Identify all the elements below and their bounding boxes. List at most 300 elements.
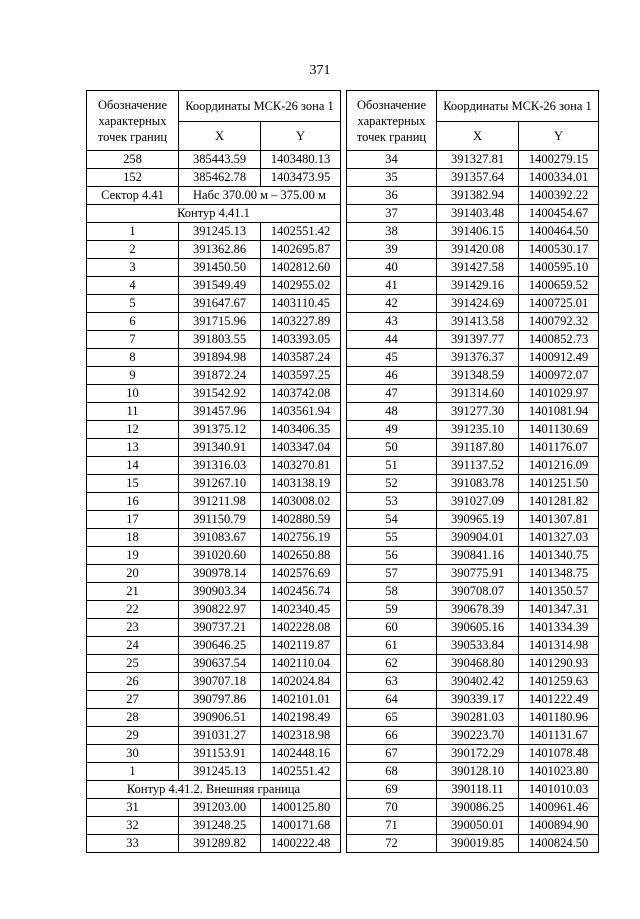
coordinate-y: 1400222.48 <box>261 835 341 853</box>
coordinate-x: 391245.13 <box>179 763 261 781</box>
coordinate-y: 1402101.01 <box>261 691 341 709</box>
table-row <box>347 439 599 457</box>
table-row <box>87 547 341 565</box>
coordinate-y: 1401307.81 <box>519 511 599 529</box>
table-row <box>347 367 599 385</box>
coordinate-x: 391376.37 <box>437 349 519 367</box>
coordinate-x: 391316.03 <box>179 457 261 475</box>
point-name: 55 <box>347 529 437 547</box>
coordinate-x: 391397.77 <box>437 331 519 349</box>
table-row <box>347 169 599 187</box>
point-name: 47 <box>347 385 437 403</box>
table-row <box>87 169 341 187</box>
table-row <box>347 529 599 547</box>
table-row <box>87 655 341 673</box>
point-name: 14 <box>87 457 179 475</box>
coordinate-x: 390906.51 <box>179 709 261 727</box>
table-row <box>87 223 341 241</box>
point-name: 66 <box>347 727 437 745</box>
coordinate-x: 391235.10 <box>437 421 519 439</box>
table-row <box>87 583 341 601</box>
table-row <box>87 403 341 421</box>
table-row <box>347 475 599 493</box>
coordinate-y: 1401131.67 <box>519 727 599 745</box>
point-name: 258 <box>87 151 179 169</box>
coordinate-y: 1402228.08 <box>261 619 341 637</box>
table-row <box>87 511 341 529</box>
coordinate-y: 1403227.89 <box>261 313 341 331</box>
point-name: 27 <box>87 691 179 709</box>
point-name: 44 <box>347 331 437 349</box>
table-row <box>347 457 599 475</box>
coordinate-x: 390281.03 <box>437 709 519 727</box>
table-row <box>347 385 599 403</box>
table-row <box>347 223 599 241</box>
coordinate-x: 391362.86 <box>179 241 261 259</box>
table-row <box>87 313 341 331</box>
coordinate-y: 1401290.93 <box>519 655 599 673</box>
coordinate-y: 1400792.32 <box>519 313 599 331</box>
coordinate-x: 390118.11 <box>437 781 519 799</box>
table-row <box>87 709 341 727</box>
coordinate-x: 390128.10 <box>437 763 519 781</box>
table-row <box>347 637 599 655</box>
table-row <box>347 187 599 205</box>
table-row <box>347 277 599 295</box>
header-x: X <box>179 122 261 151</box>
table-row <box>87 475 341 493</box>
point-name: 53 <box>347 493 437 511</box>
coordinate-y: 1402576.69 <box>261 565 341 583</box>
table-row <box>347 799 599 817</box>
coordinate-x: 390223.70 <box>437 727 519 745</box>
coordinate-x: 390468.80 <box>437 655 519 673</box>
table-row <box>87 691 341 709</box>
point-name: 20 <box>87 565 179 583</box>
point-name: 45 <box>347 349 437 367</box>
point-name: 19 <box>87 547 179 565</box>
table-row <box>87 151 341 169</box>
coordinate-y: 1400279.15 <box>519 151 599 169</box>
coordinate-y: 1402551.42 <box>261 223 341 241</box>
coordinate-x: 391894.98 <box>179 349 261 367</box>
point-name: 57 <box>347 565 437 583</box>
table-row <box>347 691 599 709</box>
point-name: 22 <box>87 601 179 619</box>
point-name: 1 <box>87 763 179 781</box>
coordinate-y: 1402551.42 <box>261 763 341 781</box>
coordinate-x: 391872.24 <box>179 367 261 385</box>
point-name: 50 <box>347 439 437 457</box>
point-name: 69 <box>347 781 437 799</box>
table-row <box>347 781 599 799</box>
point-name: 65 <box>347 709 437 727</box>
point-name: 58 <box>347 583 437 601</box>
point-name: 36 <box>347 187 437 205</box>
coordinate-y: 1403393.05 <box>261 331 341 349</box>
point-name: 5 <box>87 295 179 313</box>
point-name: 12 <box>87 421 179 439</box>
point-name: 35 <box>347 169 437 187</box>
table-row <box>87 763 341 781</box>
table-row <box>87 601 341 619</box>
point-name: 68 <box>347 763 437 781</box>
table-row <box>347 421 599 439</box>
table-row <box>347 655 599 673</box>
table-row <box>87 781 341 799</box>
point-name: 13 <box>87 439 179 457</box>
coordinate-y: 1400125.80 <box>261 799 341 817</box>
table-row <box>347 259 599 277</box>
coordinate-y: 1400894.90 <box>519 817 599 835</box>
table-row <box>87 745 341 763</box>
coordinate-y: 1401029.97 <box>519 385 599 403</box>
coordinate-y: 1401314.98 <box>519 637 599 655</box>
point-name: 37 <box>347 205 437 223</box>
coordinate-x: 391211.98 <box>179 493 261 511</box>
point-name: 41 <box>347 277 437 295</box>
table-row <box>87 205 341 223</box>
coordinate-x: 391083.78 <box>437 475 519 493</box>
point-name: 15 <box>87 475 179 493</box>
table-row <box>347 583 599 601</box>
point-name: 17 <box>87 511 179 529</box>
coordinate-y: 1402318.98 <box>261 727 341 745</box>
coordinate-x: 390402.42 <box>437 673 519 691</box>
header-x: X <box>437 122 519 151</box>
point-name: 10 <box>87 385 179 403</box>
section-heading: Контур 4.41.1 <box>87 205 341 223</box>
coordinate-x: 391020.60 <box>179 547 261 565</box>
header-point-name: Обозначение характерных точек границ <box>87 91 179 151</box>
coordinate-y: 1402456.74 <box>261 583 341 601</box>
table-row <box>87 259 341 277</box>
coordinate-y: 1402340.45 <box>261 601 341 619</box>
point-name: 46 <box>347 367 437 385</box>
coordinate-y: 1401350.57 <box>519 583 599 601</box>
table-row <box>87 673 341 691</box>
coordinate-y: 1401078.48 <box>519 745 599 763</box>
table-row <box>347 547 599 565</box>
point-name: 49 <box>347 421 437 439</box>
coordinate-x: 391420.08 <box>437 241 519 259</box>
point-name: 39 <box>347 241 437 259</box>
coordinate-x: 391245.13 <box>179 223 261 241</box>
coordinate-y: 1400334.01 <box>519 169 599 187</box>
header-y: Y <box>519 122 599 151</box>
coordinate-y: 1400392.22 <box>519 187 599 205</box>
table-row <box>347 241 599 259</box>
coordinates-table-right <box>346 90 599 853</box>
coordinate-y: 1401010.03 <box>519 781 599 799</box>
coordinate-y: 1401130.69 <box>519 421 599 439</box>
coordinate-x: 390707.18 <box>179 673 261 691</box>
elevation-range: Набс 370.00 м – 375.00 м <box>179 187 341 205</box>
point-name: 7 <box>87 331 179 349</box>
coordinate-y: 1401216.09 <box>519 457 599 475</box>
coordinate-x: 391803.55 <box>179 331 261 349</box>
table-row <box>347 493 599 511</box>
coordinate-x: 390978.14 <box>179 565 261 583</box>
coordinate-y: 1400454.67 <box>519 205 599 223</box>
point-name: 71 <box>347 817 437 835</box>
table-row <box>347 619 599 637</box>
point-name: 61 <box>347 637 437 655</box>
coordinate-x: 391403.48 <box>437 205 519 223</box>
point-name: 24 <box>87 637 179 655</box>
table-row <box>87 817 341 835</box>
coordinate-y: 1401327.03 <box>519 529 599 547</box>
coordinate-y: 1402880.59 <box>261 511 341 529</box>
coordinate-y: 1400972.07 <box>519 367 599 385</box>
table-row <box>347 601 599 619</box>
coordinate-y: 1402448.16 <box>261 745 341 763</box>
coordinate-x: 390841.16 <box>437 547 519 565</box>
coordinate-x: 390965.19 <box>437 511 519 529</box>
coordinate-x: 391267.10 <box>179 475 261 493</box>
coordinates-table-left <box>86 90 341 853</box>
point-name: 152 <box>87 169 179 187</box>
coordinate-x: 391549.49 <box>179 277 261 295</box>
table-row <box>87 331 341 349</box>
coordinate-x: 391203.00 <box>179 799 261 817</box>
point-name: 21 <box>87 583 179 601</box>
coordinate-x: 390050.01 <box>437 817 519 835</box>
coordinate-y: 1403561.94 <box>261 403 341 421</box>
header-point-name: Обозначение характерных точек границ <box>347 91 437 151</box>
coordinate-x: 391429.16 <box>437 277 519 295</box>
point-name: 38 <box>347 223 437 241</box>
coordinate-y: 1400171.68 <box>261 817 341 835</box>
section-heading: Контур 4.41.2. Внешняя граница <box>87 781 341 799</box>
coordinate-x: 391406.15 <box>437 223 519 241</box>
coordinate-y: 1402955.02 <box>261 277 341 295</box>
header-coordinates: Координаты МСК-26 зона 1 <box>179 91 341 122</box>
coordinate-x: 391715.96 <box>179 313 261 331</box>
table-row <box>87 439 341 457</box>
coordinate-x: 391314.60 <box>437 385 519 403</box>
coordinate-x: 391289.82 <box>179 835 261 853</box>
coordinate-y: 1401259.63 <box>519 673 599 691</box>
coordinate-y: 1401176.07 <box>519 439 599 457</box>
header-coordinates: Координаты МСК-26 зона 1 <box>437 91 599 122</box>
coordinate-x: 390605.16 <box>437 619 519 637</box>
point-name: 42 <box>347 295 437 313</box>
point-name: 30 <box>87 745 179 763</box>
coordinate-y: 1400852.73 <box>519 331 599 349</box>
coordinate-y: 1402024.84 <box>261 673 341 691</box>
header-y: Y <box>261 122 341 151</box>
coordinate-y: 1402756.19 <box>261 529 341 547</box>
point-name: 8 <box>87 349 179 367</box>
table-row <box>87 637 341 655</box>
coordinate-y: 1402650.88 <box>261 547 341 565</box>
coordinate-y: 1403742.08 <box>261 385 341 403</box>
coordinate-x: 391153.91 <box>179 745 261 763</box>
coordinate-y: 1400464.50 <box>519 223 599 241</box>
table-row <box>87 241 341 259</box>
coordinate-x: 391327.81 <box>437 151 519 169</box>
point-name: 26 <box>87 673 179 691</box>
coordinate-y: 1401023.80 <box>519 763 599 781</box>
table-row <box>87 187 341 205</box>
point-name: 4 <box>87 277 179 295</box>
point-name: 63 <box>347 673 437 691</box>
point-name: 67 <box>347 745 437 763</box>
coordinate-y: 1400530.17 <box>519 241 599 259</box>
coordinate-x: 391248.25 <box>179 817 261 835</box>
coordinate-y: 1400725.01 <box>519 295 599 313</box>
coordinate-y: 1403587.24 <box>261 349 341 367</box>
coordinate-x: 391413.58 <box>437 313 519 331</box>
coordinate-x: 391424.69 <box>437 295 519 313</box>
point-name: 62 <box>347 655 437 673</box>
coordinate-x: 391277.30 <box>437 403 519 421</box>
coordinate-y: 1401281.82 <box>519 493 599 511</box>
point-name: 51 <box>347 457 437 475</box>
coordinate-y: 1401180.96 <box>519 709 599 727</box>
coordinate-x: 390086.25 <box>437 799 519 817</box>
coordinate-x: 390903.34 <box>179 583 261 601</box>
point-name: 28 <box>87 709 179 727</box>
coordinate-y: 1401222.49 <box>519 691 599 709</box>
coordinate-y: 1401081.94 <box>519 403 599 421</box>
point-name: 6 <box>87 313 179 331</box>
table-row <box>87 727 341 745</box>
coordinate-y: 1403138.19 <box>261 475 341 493</box>
point-name: 1 <box>87 223 179 241</box>
coordinate-x: 391450.50 <box>179 259 261 277</box>
table-row <box>347 349 599 367</box>
coordinate-x: 390533.84 <box>437 637 519 655</box>
coordinate-x: 390904.01 <box>437 529 519 547</box>
point-name: 9 <box>87 367 179 385</box>
point-name: 72 <box>347 835 437 853</box>
point-name: 29 <box>87 727 179 745</box>
coordinate-x: 390646.25 <box>179 637 261 655</box>
coordinate-y: 1402110.04 <box>261 655 341 673</box>
coordinate-x: 391083.67 <box>179 529 261 547</box>
point-name: 3 <box>87 259 179 277</box>
table-row <box>347 817 599 835</box>
coordinate-x: 391542.92 <box>179 385 261 403</box>
coordinate-x: 391150.79 <box>179 511 261 529</box>
table-row <box>347 313 599 331</box>
coordinate-x: 391357.64 <box>437 169 519 187</box>
point-name: Сектор 4.41 <box>87 187 179 205</box>
coordinate-x: 391375.12 <box>179 421 261 439</box>
coordinate-x: 391027.09 <box>437 493 519 511</box>
coordinate-y: 1400961.46 <box>519 799 599 817</box>
table-row <box>347 673 599 691</box>
table-row <box>87 835 341 853</box>
coordinate-x: 391340.91 <box>179 439 261 457</box>
coordinate-x: 390339.17 <box>437 691 519 709</box>
coordinate-y: 1401348.75 <box>519 565 599 583</box>
table-row <box>347 151 599 169</box>
point-name: 34 <box>347 151 437 169</box>
table-row <box>347 403 599 421</box>
coordinate-x: 391137.52 <box>437 457 519 475</box>
point-name: 25 <box>87 655 179 673</box>
coordinate-y: 1403008.02 <box>261 493 341 511</box>
coordinate-x: 390637.54 <box>179 655 261 673</box>
coordinate-y: 1400659.52 <box>519 277 599 295</box>
point-name: 43 <box>347 313 437 331</box>
point-name: 54 <box>347 511 437 529</box>
table-row <box>347 709 599 727</box>
coordinate-x: 390172.29 <box>437 745 519 763</box>
coordinate-x: 390822.97 <box>179 601 261 619</box>
coordinate-y: 1401251.50 <box>519 475 599 493</box>
coordinate-y: 1402812.60 <box>261 259 341 277</box>
coordinate-y: 1400824.50 <box>519 835 599 853</box>
coordinate-y: 1402695.87 <box>261 241 341 259</box>
coordinate-x: 385462.78 <box>179 169 261 187</box>
coordinate-y: 1400595.10 <box>519 259 599 277</box>
coordinate-y: 1403110.45 <box>261 295 341 313</box>
point-name: 31 <box>87 799 179 817</box>
point-name: 11 <box>87 403 179 421</box>
table-row <box>347 295 599 313</box>
coordinate-y: 1403406.35 <box>261 421 341 439</box>
coordinate-x: 385443.59 <box>179 151 261 169</box>
point-name: 33 <box>87 835 179 853</box>
coordinate-x: 391031.27 <box>179 727 261 745</box>
point-name: 2 <box>87 241 179 259</box>
coordinate-x: 391457.96 <box>179 403 261 421</box>
point-name: 60 <box>347 619 437 637</box>
table-row <box>347 727 599 745</box>
table-body-right <box>347 151 599 853</box>
coordinate-y: 1401334.39 <box>519 619 599 637</box>
coordinate-x: 390019.85 <box>437 835 519 853</box>
coordinate-x: 390737.21 <box>179 619 261 637</box>
coordinate-y: 1402198.49 <box>261 709 341 727</box>
point-name: 32 <box>87 817 179 835</box>
table-row <box>87 799 341 817</box>
page-number: 371 <box>309 63 331 78</box>
table-row <box>87 385 341 403</box>
table-row <box>87 619 341 637</box>
coordinate-y: 1403480.13 <box>261 151 341 169</box>
table-row <box>347 745 599 763</box>
table-body-left <box>87 151 341 853</box>
table-row <box>347 763 599 781</box>
coordinate-y: 1403270.81 <box>261 457 341 475</box>
point-name: 40 <box>347 259 437 277</box>
table-row <box>87 457 341 475</box>
table-row <box>87 367 341 385</box>
table-row <box>347 565 599 583</box>
table-row <box>87 421 341 439</box>
table-row <box>87 493 341 511</box>
point-name: 70 <box>347 799 437 817</box>
coordinate-y: 1403597.25 <box>261 367 341 385</box>
point-name: 52 <box>347 475 437 493</box>
coordinate-x: 390797.86 <box>179 691 261 709</box>
coordinate-x: 390708.07 <box>437 583 519 601</box>
table-row <box>347 331 599 349</box>
coordinate-x: 391382.94 <box>437 187 519 205</box>
coordinate-x: 391427.58 <box>437 259 519 277</box>
table-row <box>87 277 341 295</box>
coordinate-x: 390678.39 <box>437 601 519 619</box>
point-name: 59 <box>347 601 437 619</box>
table-row <box>347 205 599 223</box>
coordinate-y: 1400912.49 <box>519 349 599 367</box>
coordinate-x: 391647.67 <box>179 295 261 313</box>
